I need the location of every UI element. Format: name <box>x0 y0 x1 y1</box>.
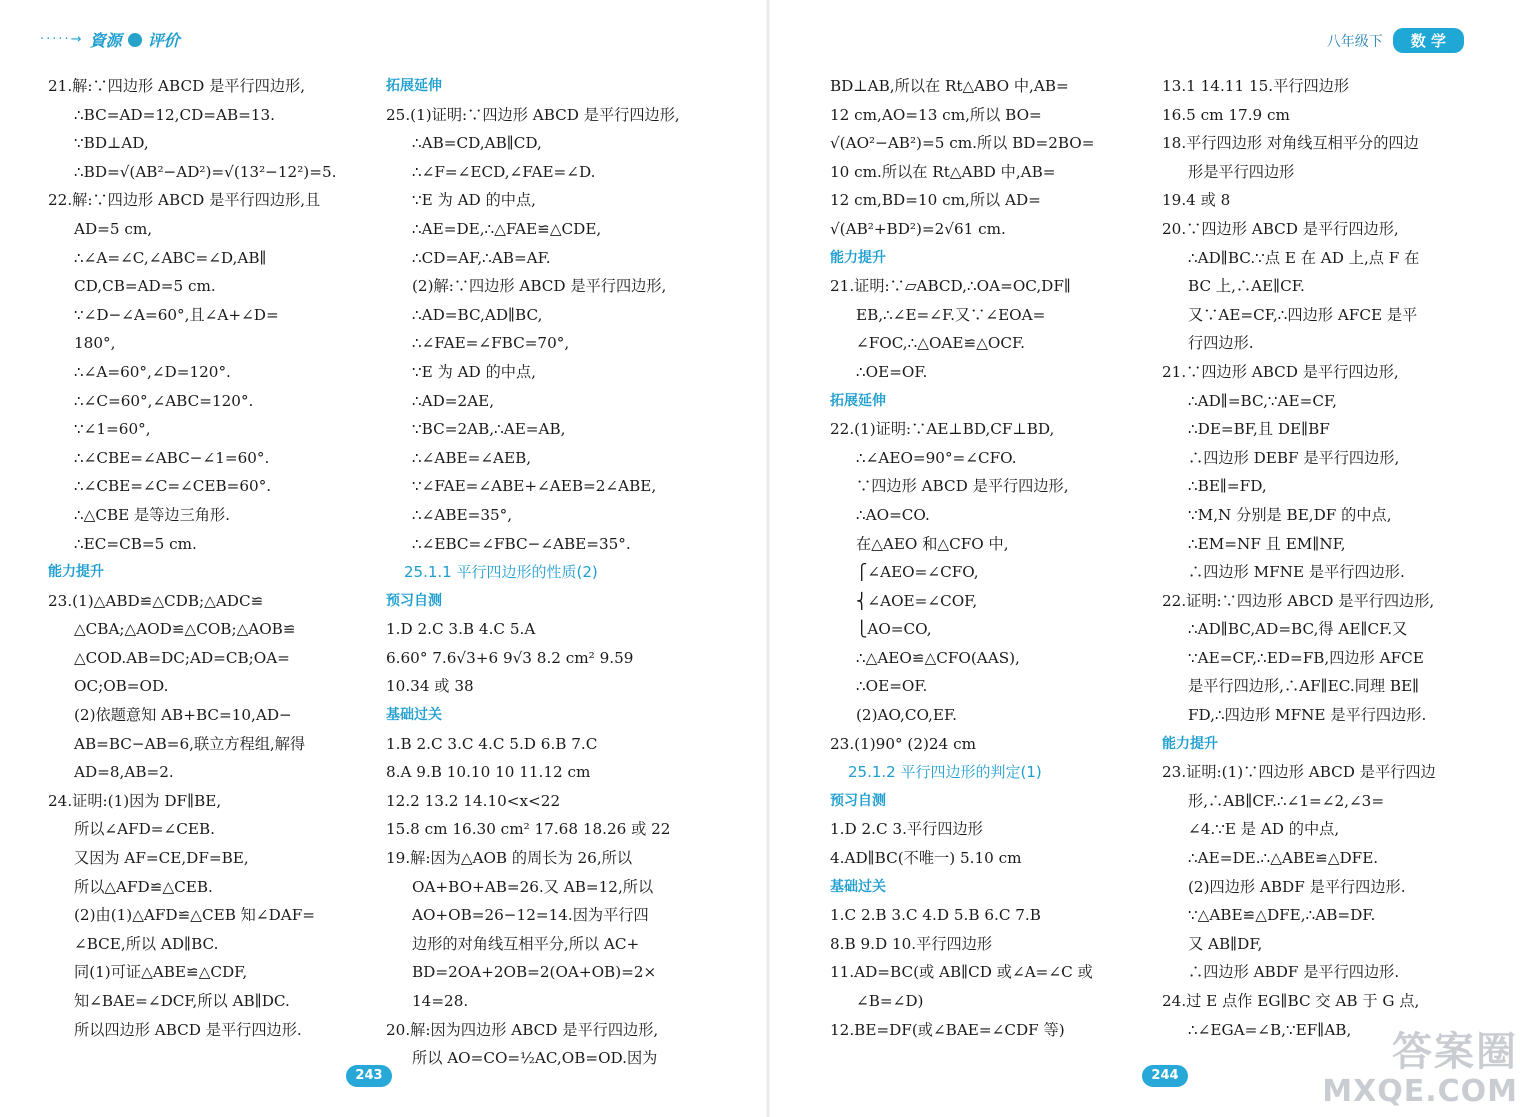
answer-line: 180°, <box>74 334 116 353</box>
answer-line: 形,∴AB∥CF.∴∠1=∠2,∠3= <box>1188 791 1385 810</box>
answer-line: ∴∠F=∠ECD,∠FAE=∠D. <box>412 162 596 181</box>
answer-line: ∠4.∵E 是 AD 的中点, <box>1188 820 1340 839</box>
answer-line: ∵∠D−∠A=60°,且∠A+∠D= <box>74 305 279 324</box>
answer-line: ∴AD∥BC,AD=BC,得 AE∥CF.又 <box>1188 620 1408 639</box>
answer-line: ∠FOC,∴△OAE≌△OCF. <box>856 334 1025 353</box>
answer-line: ∴EM=NF 且 EM∥NF, <box>1188 534 1346 553</box>
answer-line: ∵∠1=60°, <box>74 420 151 439</box>
answer-line: 12 cm,AO=13 cm,所以 BO= <box>830 105 1042 124</box>
answer-line: BD⊥AB,所以在 Rt△ABO 中,AB= <box>830 77 1069 95</box>
answer-line: ∵M,N 分别是 BE,DF 的中点, <box>1188 505 1392 524</box>
watermark-line-1: 答案圈 <box>1392 1029 1518 1075</box>
answer-line: 21.证明:∵▱ABCD,∴OA=OC,DF∥ <box>830 277 1071 296</box>
answer-line: 24.过 E 点作 EG∥BC 交 AB 于 G 点, <box>1162 992 1420 1010</box>
answer-line: ⎧∠AEO=∠CFO, <box>856 563 979 582</box>
answer-line: 22.(1)证明:∵AE⊥BD,CF⊥BD, <box>830 420 1055 439</box>
answer-line: 14=28. <box>412 992 469 1010</box>
answer-line: 12.2 13.2 14.10<x<22 <box>386 791 561 810</box>
answer-line: 22.解:∵四边形 ABCD 是平行四边形,且 <box>48 191 321 210</box>
answer-line: ⎨∠AOE=∠COF, <box>856 591 978 610</box>
answer-line: ∴四边形 MFNE 是平行四边形. <box>1188 563 1405 582</box>
answer-line: 是平行四边形,∴AF∥EC.同理 BE∥ <box>1188 677 1420 696</box>
section-heading: 拓展延伸 <box>830 392 886 409</box>
answer-line: AB=BC−AB=6,联立方程组,解得 <box>74 734 306 753</box>
answer-line: ∵BD⊥AD, <box>74 134 149 153</box>
right-page <box>768 0 1536 1117</box>
answer-line: ∴四边形 DEBF 是平行四边形, <box>1188 448 1400 467</box>
answer-line: ∵BC=2AB,∴AE=AB, <box>412 420 566 439</box>
answer-line: ∴∠CBE=∠ABC−∠1=60°. <box>74 448 270 467</box>
section-heading: 基础过关 <box>830 878 886 895</box>
answer-line: △COD.AB=DC;AD=CB;OA= <box>74 648 290 667</box>
watermark-line-2: MXQE.COM <box>1322 1074 1518 1109</box>
section-heading: 预习自测 <box>830 792 886 809</box>
answer-line: ∴∠AEO=90°=∠CFO. <box>856 448 1017 467</box>
answer-line: ∴AD=BC,AD∥BC, <box>412 305 543 324</box>
answer-line: 1.B 2.C 3.C 4.C 5.D 6.B 7.C <box>386 734 598 753</box>
answer-line: CD,CB=AD=5 cm. <box>74 277 216 296</box>
answer-line: 23.证明:(1)∵四边形 ABCD 是平行四边 <box>1162 763 1436 782</box>
answer-line: ∴∠A=∠C,∠ABC=∠D,AB∥ <box>74 248 267 267</box>
header-subject <box>1327 28 1464 53</box>
lesson-title: 25.1.1 平行四边形的性质(2) <box>404 563 598 582</box>
answer-line: 边形的对角线互相平分,所以 AC+ <box>412 934 640 953</box>
answer-line: 25.(1)证明:∵四边形 ABCD 是平行四边形, <box>386 105 680 124</box>
answer-line: 1.D 2.C 3.平行四边形 <box>830 820 983 839</box>
answer-line: 8.B 9.D 10.平行四边形 <box>830 934 993 953</box>
answer-line: 12 cm,BD=10 cm,所以 AD= <box>830 191 1041 210</box>
header-brand <box>40 28 180 51</box>
answer-line: ∵△ABE≌△DFE,∴AB=DF. <box>1188 906 1376 925</box>
lesson-title: 25.1.2 平行四边形的判定(1) <box>848 763 1042 782</box>
answer-line: (2)解:∵四边形 ABCD 是平行四边形, <box>412 277 667 296</box>
answer-line: ∴AE=DE,∴△FAE≌△CDE, <box>412 219 602 238</box>
answer-line: ∴AD∥BC.∵点 E 在 AD 上,点 F 在 <box>1188 248 1420 267</box>
answer-line: ∴BC=AD=12,CD=AB=13. <box>74 105 276 124</box>
answer-line: ∴AD∥=BC,∵AE=CF, <box>1188 391 1337 410</box>
answer-line: △CBA;△AOD≌△COB;△AOB≌ <box>74 620 296 639</box>
answer-line: ∴∠CBE=∠C=∠CEB=60°. <box>74 477 272 496</box>
answer-line: 1.D 2.C 3.B 4.C 5.A <box>386 620 536 639</box>
answer-line: 10.34 或 38 <box>386 677 474 696</box>
answer-line: 在△AEO 和△CFO 中, <box>856 534 1009 553</box>
answer-line: ∴∠C=60°,∠ABC=120°. <box>74 391 254 410</box>
answer-line: 所以△AFD≌△CEB. <box>74 877 213 896</box>
section-heading: 拓展延伸 <box>386 78 442 94</box>
grade-label: 八年级下 <box>1326 33 1383 50</box>
answer-line: AO+OB=26−12=14.因为平行四 <box>412 906 649 925</box>
answer-line: 22.证明:∵四边形 ABCD 是平行四边形, <box>1162 591 1435 610</box>
answer-line: 24.证明:(1)因为 DF∥BE, <box>48 791 222 810</box>
answer-line: 18.平行四边形 对角线互相平分的四边 <box>1162 134 1419 153</box>
answer-column-3 <box>830 72 1140 1044</box>
answer-line: ∴AB=CD,AB∥CD, <box>412 134 542 153</box>
answer-line: 所以四边形 ABCD 是平行四边形. <box>74 1020 302 1039</box>
answer-line: 6.60° 7.6√3+6 9√3 8.2 cm² 9.59 <box>386 648 634 667</box>
answer-line: ∴BD=√(AB²−AD²)=√(13²−12²)=5. <box>74 162 337 181</box>
answer-line: 23.(1)90° (2)24 cm <box>830 734 976 753</box>
answer-line: EB,∴∠E=∠F.又∵∠EOA= <box>856 305 1046 324</box>
page-number-right: 244 <box>1142 1065 1188 1087</box>
answer-line: ∴AO=CO. <box>856 505 930 524</box>
answer-column-2 <box>386 72 716 1073</box>
answer-line: 23.(1)△ABD≌△CDB;△ADC≌ <box>48 591 264 610</box>
header-dots: ·····→ <box>40 32 84 47</box>
answer-line: √(AO²−AB²)=5 cm.所以 BD=2BO= <box>830 134 1095 153</box>
answer-line: 同(1)可证△ABE≌△CDF, <box>74 963 248 982</box>
answer-line: 21.解:∵四边形 ABCD 是平行四边形, <box>48 77 306 95</box>
answer-line: ∴∠ABE=35°, <box>412 505 513 524</box>
answer-column-4 <box>1162 72 1472 1044</box>
answer-line: ∴∠FAE=∠FBC=70°, <box>412 334 570 353</box>
answer-line: ∴OE=OF. <box>856 362 928 381</box>
answer-line: BD=2OA+2OB=2(OA+OB)=2× <box>412 963 657 982</box>
answer-line: ⎩AO=CO, <box>856 620 932 639</box>
watermark <box>1322 1029 1518 1109</box>
answer-line: (2)由(1)△AFD≌△CEB 知∠DAF= <box>74 906 315 925</box>
answer-line: ∴OE=OF. <box>856 677 928 696</box>
answer-line: 行四边形. <box>1188 334 1254 353</box>
answer-line: ∴∠EGA=∠B,∵EF∥AB, <box>1188 1020 1352 1039</box>
section-heading: 能力提升 <box>1162 735 1218 752</box>
answer-line: ∴BE∥=FD, <box>1188 477 1267 496</box>
answer-line: 11.AD=BC(或 AB∥CD 或∠A=∠C 或 <box>830 963 1093 982</box>
section-heading: 能力提升 <box>48 564 104 581</box>
answer-line: ∠B=∠D) <box>856 992 924 1010</box>
answer-line: 4.AD∥BC(不唯一) 5.10 cm <box>830 849 1022 868</box>
answer-line: 19.4 或 8 <box>1162 191 1231 210</box>
answer-line: OA+BO+AB=26.又 AB=12,所以 <box>412 877 654 896</box>
answer-line: 又 AB∥DF, <box>1188 934 1263 953</box>
brand-circle-icon <box>128 33 142 47</box>
answer-line: 16.5 cm 17.9 cm <box>1162 105 1290 124</box>
answer-line: ∴CD=AF,∴AB=AF. <box>412 248 551 267</box>
answer-line: 20.解:因为四边形 ABCD 是平行四边形, <box>386 1020 659 1039</box>
answer-line: 1.C 2.B 3.C 4.D 5.B 6.C 7.B <box>830 906 1041 925</box>
page-number-left: 243 <box>346 1065 392 1087</box>
brand-left-text: 資源 <box>89 31 122 50</box>
answer-line: 19.解:因为△AOB 的周长为 26,所以 <box>386 849 633 868</box>
answer-line: ∴DE=BF,且 DE∥BF <box>1188 420 1330 439</box>
answer-line: (2)依题意知 AB+BC=10,AD− <box>74 706 292 725</box>
subject-badge: 数 学 <box>1393 28 1464 53</box>
section-heading: 能力提升 <box>830 249 886 266</box>
answer-line: 所以∠AFD=∠CEB. <box>74 820 215 839</box>
answer-line: ∴∠EBC=∠FBC−∠ABE=35°. <box>412 534 631 553</box>
answer-line: 8.A 9.B 10.10 10 11.12 cm <box>386 763 591 782</box>
answer-line: ∵E 为 AD 的中点, <box>412 191 536 210</box>
answer-line: AD=5 cm, <box>74 219 153 238</box>
answer-line: ∠BCE,所以 AD∥BC. <box>74 934 219 953</box>
answer-line: ∴AD=2AE, <box>412 391 495 410</box>
answer-line: ∵∠FAE=∠ABE+∠AEB=2∠ABE, <box>412 477 657 496</box>
answer-line: (2)四边形 ABDF 是平行四边形. <box>1188 877 1406 896</box>
answer-line: 10 cm.所以在 Rt△ABD 中,AB= <box>830 162 1056 181</box>
answer-line: ∵AE=CF,∴ED=FB,四边形 AFCE <box>1188 648 1424 667</box>
answer-line: BC 上,∴AE∥CF. <box>1188 277 1305 296</box>
answer-line: √(AB²+BD²)=2√61 cm. <box>830 219 1006 238</box>
answer-line: OC;OB=OD. <box>74 677 169 696</box>
answer-line: 知∠BAE=∠DCF,所以 AB∥DC. <box>74 992 290 1010</box>
answer-line: 12.BE=DF(或∠BAE=∠CDF 等) <box>830 1020 1065 1039</box>
answer-line: ∵四边形 ABCD 是平行四边形, <box>856 477 1069 496</box>
answer-line: (2)AO,CO,EF. <box>856 706 957 725</box>
section-heading: 预习自测 <box>386 592 442 609</box>
answer-column-1 <box>48 72 378 1044</box>
answer-line: ∴∠A=60°,∠D=120°. <box>74 362 231 381</box>
answer-line: ∴∠ABE=∠AEB, <box>412 448 532 467</box>
answer-line: ∴△AEO≌△CFO(AAS), <box>856 648 1020 667</box>
answer-line: 15.8 cm 16.30 cm² 17.68 18.26 或 22 <box>386 820 671 839</box>
answer-line: 形是平行四边形 <box>1188 162 1295 181</box>
answer-line: ∵E 为 AD 的中点, <box>412 362 536 381</box>
answer-line: 又∵AE=CF,∴四边形 AFCE 是平 <box>1188 305 1418 324</box>
section-heading: 基础过关 <box>386 707 442 724</box>
answer-line: ∴AE=DE.∴△ABE≌△DFE. <box>1188 849 1379 868</box>
answer-line: FD,∴四边形 MFNE 是平行四边形. <box>1188 706 1427 725</box>
answer-line: ∴EC=CB=5 cm. <box>74 534 197 553</box>
answer-line: 13.1 14.11 15.平行四边形 <box>1162 77 1350 95</box>
answer-line: 21.∵四边形 ABCD 是平行四边形, <box>1162 362 1399 381</box>
answer-line: 所以 AO=CO=½AC,OB=OD.因为 <box>412 1049 658 1068</box>
answer-line: 又因为 AF=CE,DF=BE, <box>74 849 249 868</box>
brand-right-text: 评价 <box>147 31 180 50</box>
answer-line: ∴△CBE 是等边三角形. <box>74 505 230 524</box>
answer-line: ∴四边形 ABDF 是平行四边形. <box>1188 963 1400 982</box>
answer-line: AD=8,AB=2. <box>74 763 174 782</box>
answer-line: 20.∵四边形 ABCD 是平行四边形, <box>1162 219 1399 238</box>
